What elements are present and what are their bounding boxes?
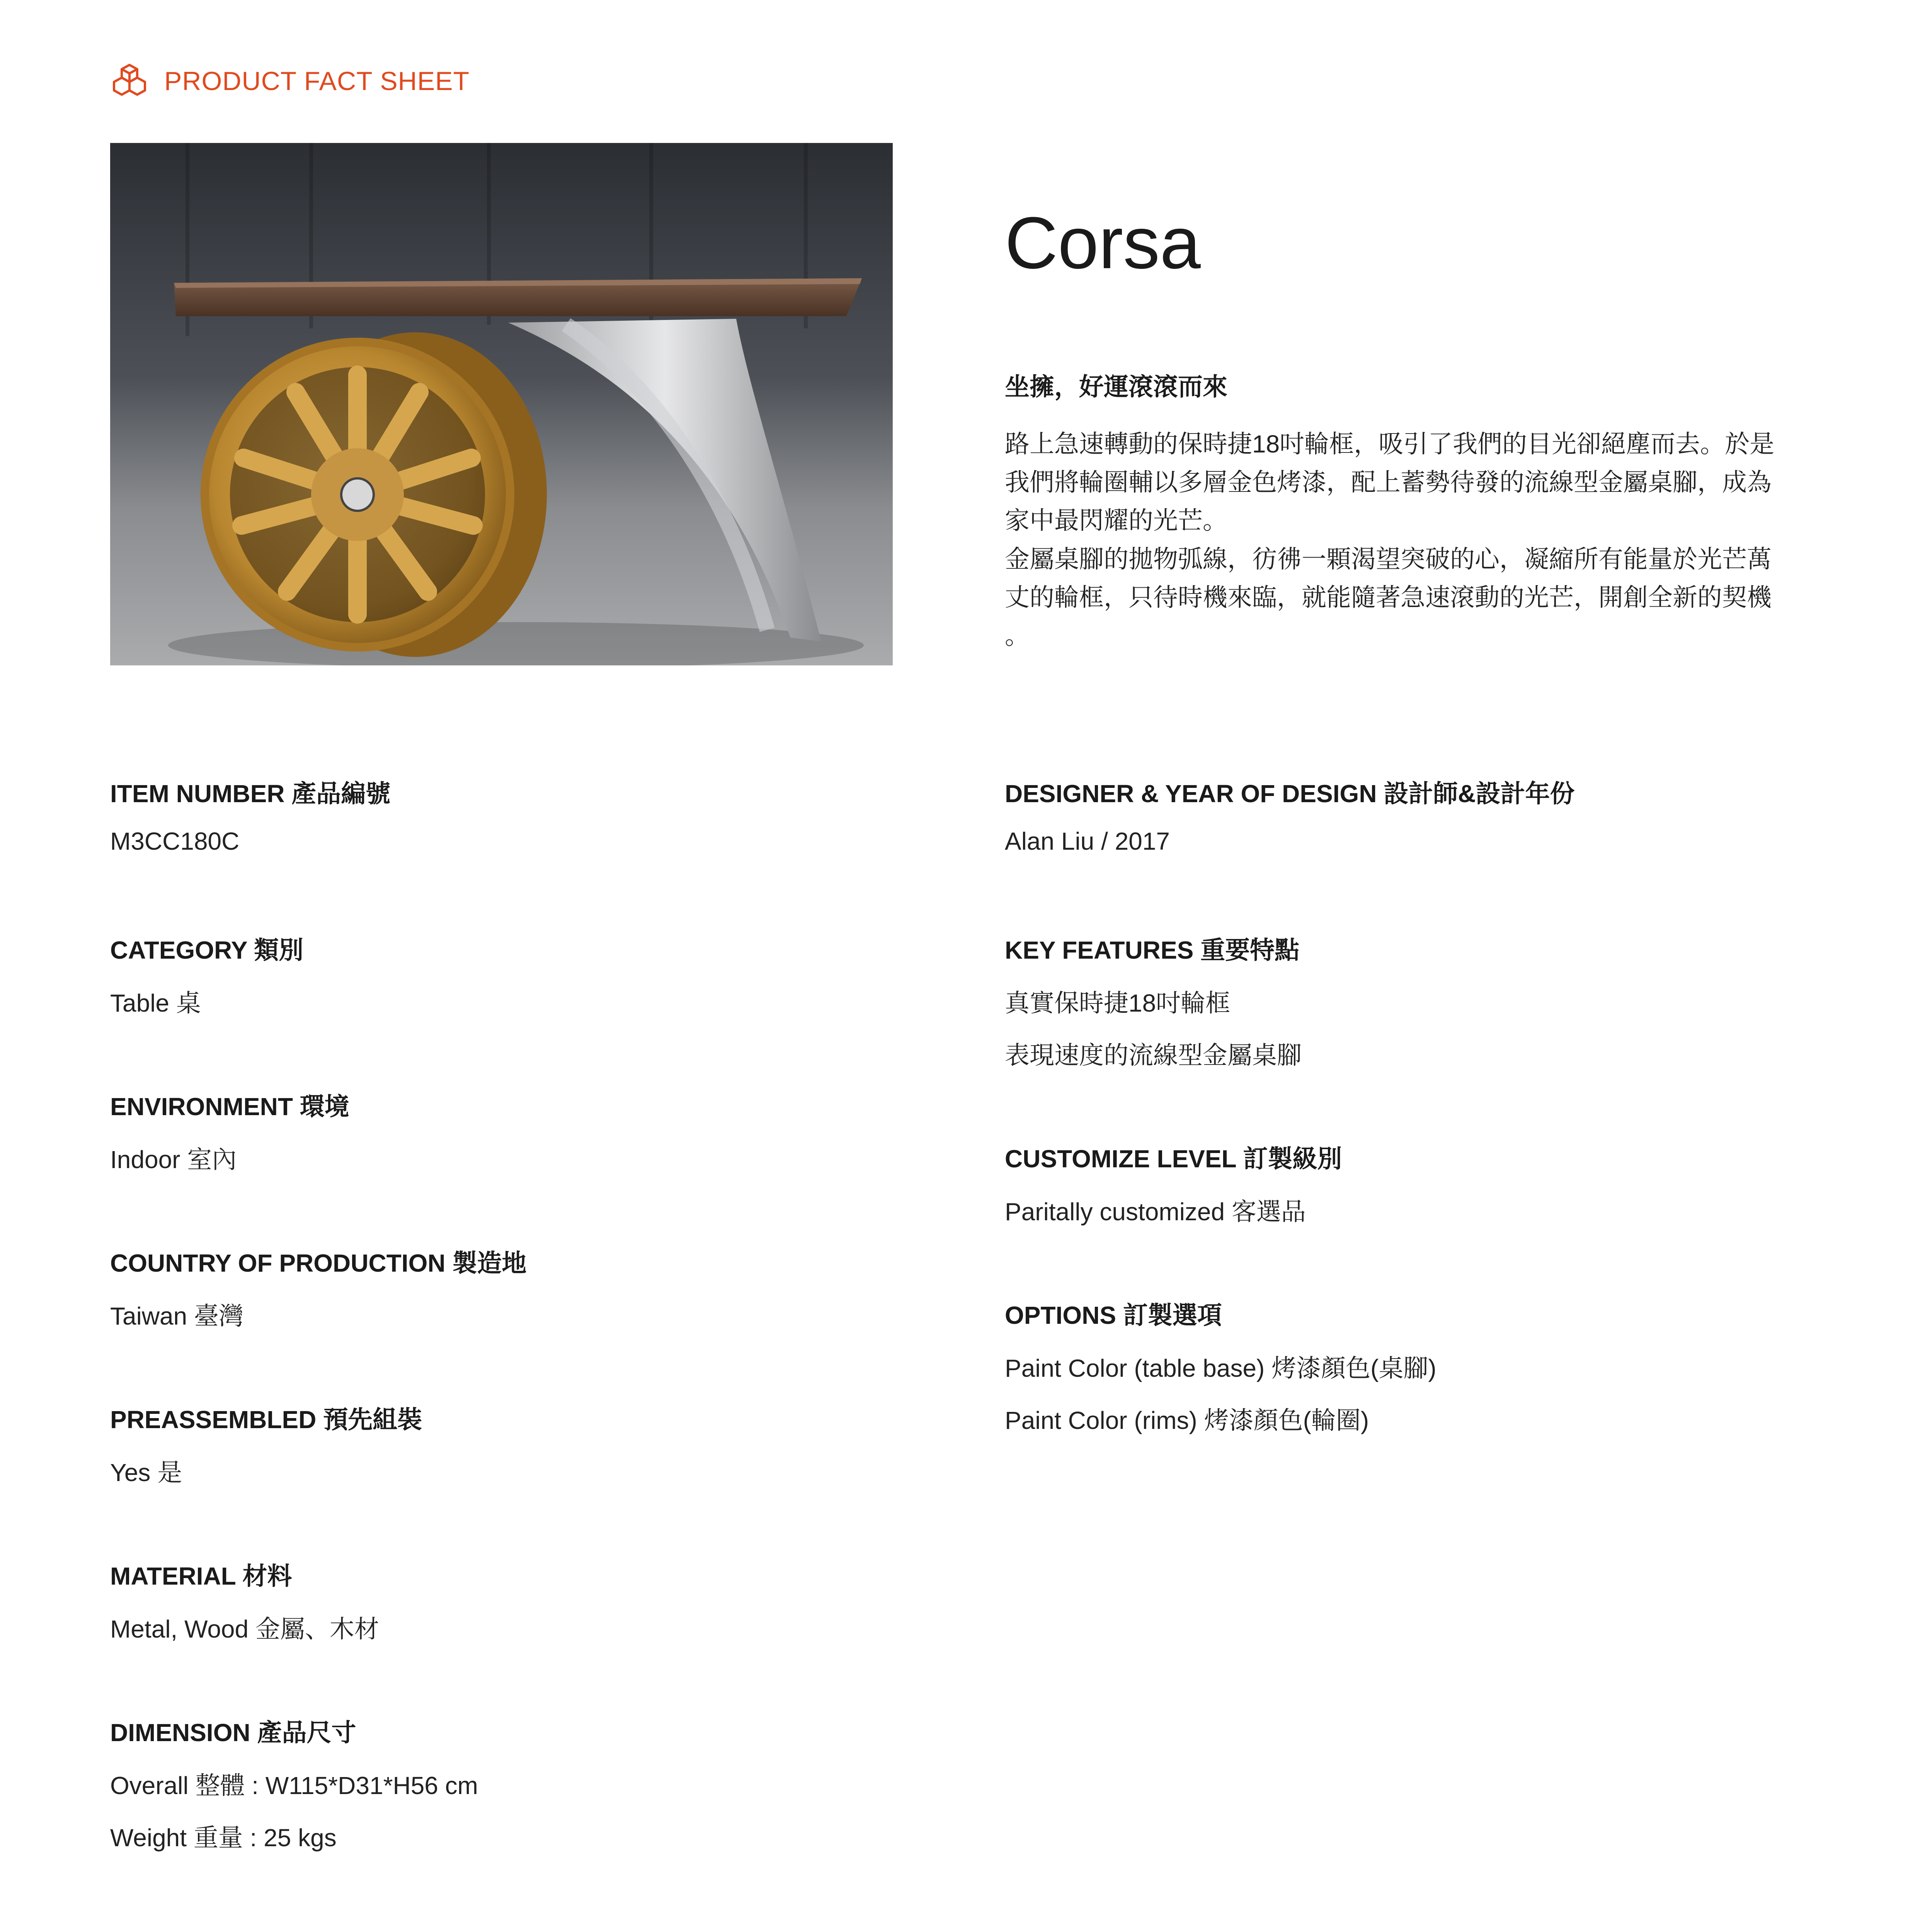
- environment-label: ENVIRONMENT 環境: [110, 1093, 349, 1121]
- country-label: COUNTRY OF PRODUCTION 製造地: [110, 1249, 527, 1277]
- cube-cluster-icon: [110, 62, 149, 100]
- description-line: 我們將輪圈輔以多層金色烤漆，配上蓄勢待發的流線型金屬桌腳，成為: [1005, 468, 1772, 497]
- header: [110, 62, 470, 100]
- header-label: PRODUCT FACT SHEET: [164, 66, 470, 96]
- environment-value: Indoor 室內: [110, 1146, 237, 1173]
- designer-label: DESIGNER & YEAR OF DESIGN 設計師&設計年份: [1005, 780, 1575, 808]
- dimension-weight-value: Weight 重量 : 25 kgs: [110, 1824, 337, 1852]
- dimension-overall-value: Overall 整體 : W115*D31*H56 cm: [110, 1772, 478, 1799]
- description-line: 丈的輪框，只待時機來臨，就能隨著急速滾動的光芒，開創全新的契機: [1005, 583, 1772, 611]
- country-value: Taiwan 臺灣: [110, 1302, 243, 1330]
- material-value: Metal, Wood 金屬、木材: [110, 1615, 379, 1643]
- key-feature-item: 表現速度的流線型金屬桌腳: [1005, 1041, 1302, 1069]
- material-label: MATERIAL 材料: [110, 1562, 292, 1590]
- key-feature-item: 真實保時捷18吋輪框: [1005, 989, 1231, 1017]
- dimension-label: DIMENSION 產品尺寸: [110, 1719, 356, 1747]
- preassembled-value: Yes 是: [110, 1459, 182, 1486]
- description-line: 金屬桌腳的拋物弧線，彷彿一顆渴望突破的心，凝縮所有能量於光芒萬: [1005, 545, 1772, 573]
- option-item: Paint Color (table base) 烤漆顏色(桌腳): [1005, 1354, 1436, 1382]
- product-tagline: 坐擁，好運滾滾而來: [1005, 373, 1227, 401]
- options-label: OPTIONS 訂製選項: [1005, 1301, 1222, 1329]
- category-label: CATEGORY 類別: [110, 936, 304, 964]
- product-description: [1005, 425, 1840, 655]
- key-features-label: KEY FEATURES 重要特點: [1005, 936, 1300, 964]
- customize-level-value: Paritally customized 客選品: [1005, 1198, 1306, 1226]
- description-line: 家中最閃耀的光芒。: [1005, 507, 1227, 535]
- product-name: Corsa: [1005, 202, 1201, 284]
- item-number-label: ITEM NUMBER 產品編號: [110, 780, 391, 808]
- category-value: Table 桌: [110, 989, 201, 1017]
- item-number-value: M3CC180C: [110, 827, 240, 855]
- product-photo: [110, 143, 893, 665]
- customize-level-label: CUSTOMIZE LEVEL 訂製級別: [1005, 1145, 1342, 1173]
- option-item: Paint Color (rims) 烤漆顏色(輪圈): [1005, 1406, 1369, 1434]
- description-line: 路上急速轉動的保時捷18吋輪框，吸引了我們的目光卻絕塵而去。於是: [1005, 430, 1775, 458]
- description-line: 。: [1005, 621, 1030, 650]
- preassembled-label: PREASSEMBLED 預先組裝: [110, 1406, 422, 1434]
- designer-value: Alan Liu / 2017: [1005, 827, 1170, 855]
